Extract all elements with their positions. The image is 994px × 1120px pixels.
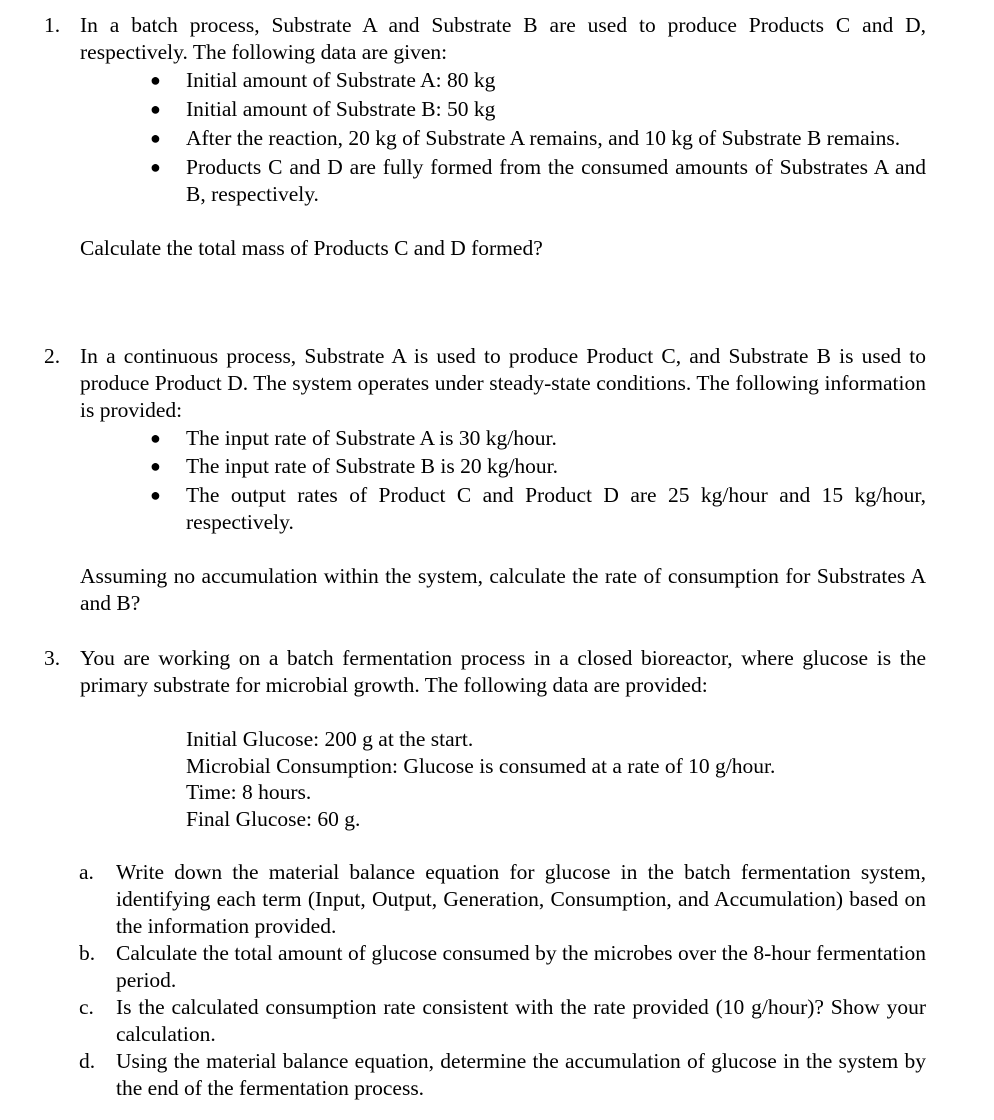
list-item: ● The input rate of Substrate B is 20 kg/hour. (150, 454, 559, 478)
question-2 (44, 343, 926, 617)
list-item: ● The input rate of Substrate A is 30 kg/hour. (150, 426, 557, 450)
question-1 (44, 12, 926, 262)
list-item: ● The output rates of Product C and Product D are 25 kg/hour and 15 kg/hour, respectively. (150, 483, 926, 534)
list-item: ● Products C and D are fully formed from the consumed amounts of Substrates A and B, respectively. (150, 155, 926, 206)
list-item: ● Initial amount of Substrate B: 50 kg (150, 97, 496, 121)
question-1-number: 1. (44, 13, 61, 37)
bullet-icon: ● (150, 157, 161, 177)
question-2-intro: In a continuous process, Substrate A is used to produce Product C, and Substrate B is used to produce Product D. The system operates under steady-state conditions. The following information is provided: (80, 344, 926, 422)
bullet-icon: ● (150, 428, 161, 448)
question-3-part-b: b. Calculate the total amount of glucose consumed by the microbes over the 8-hour fermentation period. (79, 941, 926, 992)
bullet-icon: ● (150, 456, 161, 476)
given-line: Time: 8 hours. (186, 780, 312, 804)
question-2-number: 2. (44, 344, 61, 368)
question-2-prompt: Assuming no accumulation within the system, calculate the rate of consumption for Substrates A and B? (80, 564, 926, 615)
question-3-intro: You are working on a batch fermentation process in a closed bioreactor, where glucose is the primary substrate for microbial growth. The following data are provided: (80, 646, 926, 697)
list-item: ● After the reaction, 20 kg of Substrate A remains, and 10 kg of Substrate B remains. (150, 126, 901, 150)
bullet-icon: ● (150, 70, 161, 90)
bullet-icon: ● (150, 128, 161, 148)
question-3-number: 3. (44, 646, 61, 670)
question-3-given-data (186, 726, 926, 832)
question-3-part-d: d. Using the material balance equation, determine the accumulation of glucose in the system by the end of the fermentation process. (79, 1049, 926, 1100)
question-1-prompt: Calculate the total mass of Products C and D formed? (80, 236, 543, 260)
given-line: Microbial Consumption: Glucose is consumed at a rate of 10 g/hour. (186, 753, 776, 778)
bullet-icon: ● (150, 485, 161, 505)
question-2-bullet-list (150, 425, 926, 536)
question-1-bullet-list (150, 67, 926, 208)
given-line: Final Glucose: 60 g. (186, 806, 361, 831)
question-3-part-c: c. Is the calculated consumption rate consistent with the rate provided (10 g/hour)? Show your calculation. (79, 995, 926, 1046)
question-3 (44, 645, 926, 1102)
question-3-parts (44, 859, 926, 1102)
list-item: ● Initial amount of Substrate A: 80 kg (150, 68, 496, 92)
given-line: Initial Glucose: 200 g at the start. (186, 727, 474, 751)
question-3-part-a: a. Write down the material balance equation for glucose in the batch fermentation system, identifying each term (Input, Output, Generation, Consumption, and Accumulation) based on the information provided. (79, 860, 926, 938)
question-1-intro: In a batch process, Substrate A and Substrate B are used to produce Products C and D, respectively. The following data are given: (80, 13, 926, 64)
bullet-icon: ● (150, 99, 161, 119)
